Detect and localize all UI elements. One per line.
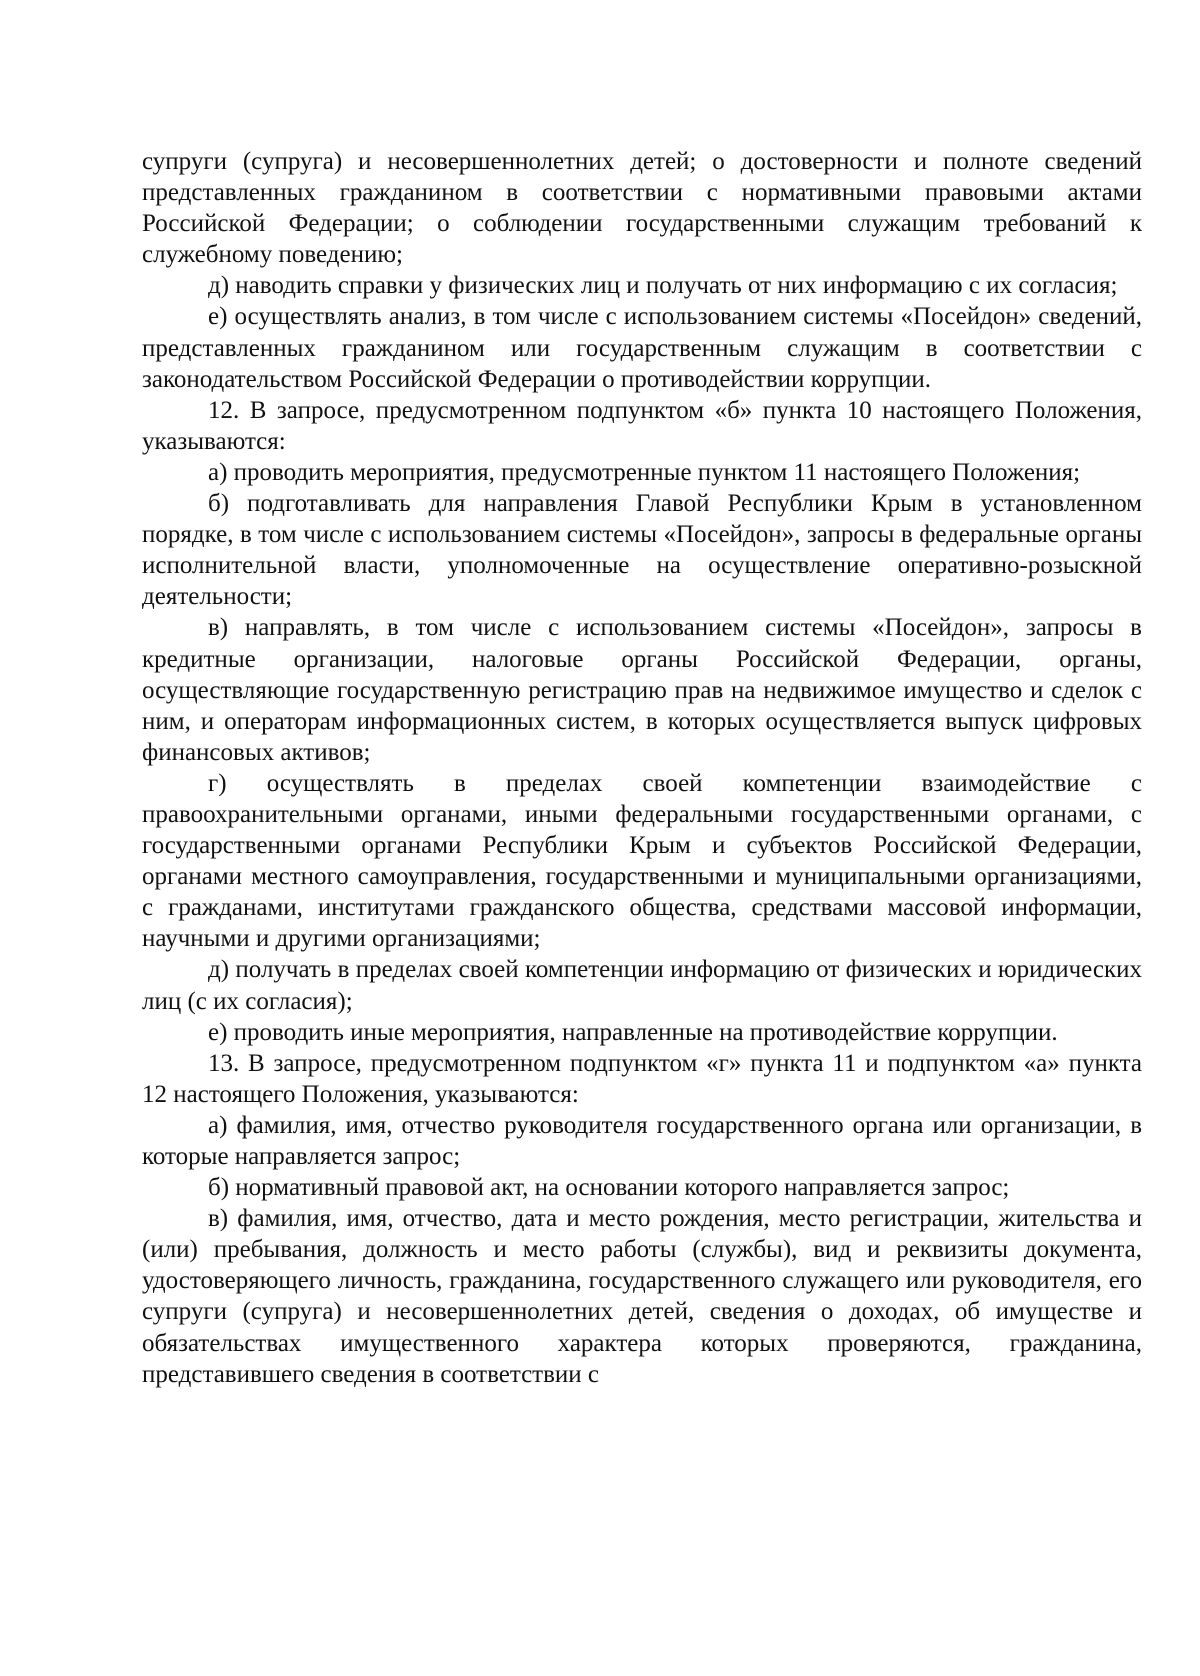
paragraph-12-e: е) проводить иные мероприятия, направленные на противодействие коррупции. [208, 1018, 1058, 1046]
paragraph-11-d: д) наводить справки у физических лиц и получать от них информацию с их согласия; [208, 272, 1118, 300]
paragraph-13-v: в) фамилия, имя, отчество, дата и место рождения, место регистрации, жительства и (или) пребывания, должность и место работы (службы), вид и реквизиты документа, удостоверяющего личность, гражданина, государственного служащего или руководителя, его супруги (супруга) и несовершеннолетних детей, сведения о доходах, об имуществе и обязательствах имущественного характера которых проверяются, гражданина, представившего сведения в соответствии с [142, 1205, 1142, 1388]
paragraph-12-d: д) получать в пределах своей компетенции информацию от физических и юридических лиц (с их согласия); [142, 956, 1142, 1015]
document-body [142, 146, 1142, 1390]
paragraph-12-a: а) проводить мероприятия, предусмотренные пунктом 11 настоящего Положения; [208, 458, 1081, 486]
paragraph-12: 12. В запросе, предусмотренном подпунктом «б» пункта 10 настоящего Положения, указываются: [142, 396, 1142, 455]
paragraph-continuation: супруги (супруга) и несовершеннолетних детей; о достоверности и полноте сведений представленных гражданином в соответствии с нормативными правовыми актами Российской Федерации; о соблюдении государственными служащим требований к служебному поведению; [142, 148, 1142, 269]
paragraph-12-g: г) осуществлять в пределах своей компетенции взаимодействие с правоохранительными органами, иными федеральными государственными органами, с государственными органами Республики Крым и субъектов Российской Федерации, органами местного самоуправления, государственными и муниципальными организациями, с гражданами, институтами гражданского общества, средствами массовой информации, научными и другими организациями; [142, 769, 1142, 953]
paragraph-13-a: а) фамилия, имя, отчество руководителя государственного органа или организации, в которые направляется запрос; [142, 1111, 1142, 1170]
paragraph-12-v: в) направлять, в том числе с использованием системы «Посейдон», запросы в кредитные организации, налоговые органы Российской Федерации, органы, осуществляющие государственную регистрацию прав на недвижимое имущество и сделок с ним, и операторам информационных систем, в которых осуществляется выпуск цифровых финансовых активов; [142, 614, 1142, 766]
paragraph-13-b: б) нормативный правовой акт, на основании которого направляется запрос; [208, 1174, 1010, 1202]
paragraph-13: 13. В запросе, предусмотренном подпунктом «г» пункта 11 и подпунктом «а» пункта 12 настоящего Положения, указываются: [142, 1049, 1142, 1108]
paragraph-11-e: е) осуществлять анализ, в том числе с использованием системы «Посейдон» сведений, представленных гражданином или государственным служащим в соответствии с законодательством Российской Федерации о противодействии коррупции. [142, 303, 1142, 393]
paragraph-12-b: б) подготавливать для направления Главой Республики Крым в установленном порядке, в том числе с использованием системы «Посейдон», запросы в федеральные органы исполнительной власти, уполномоченные на осуществление оперативно-розыскной деятельности; [142, 490, 1142, 611]
